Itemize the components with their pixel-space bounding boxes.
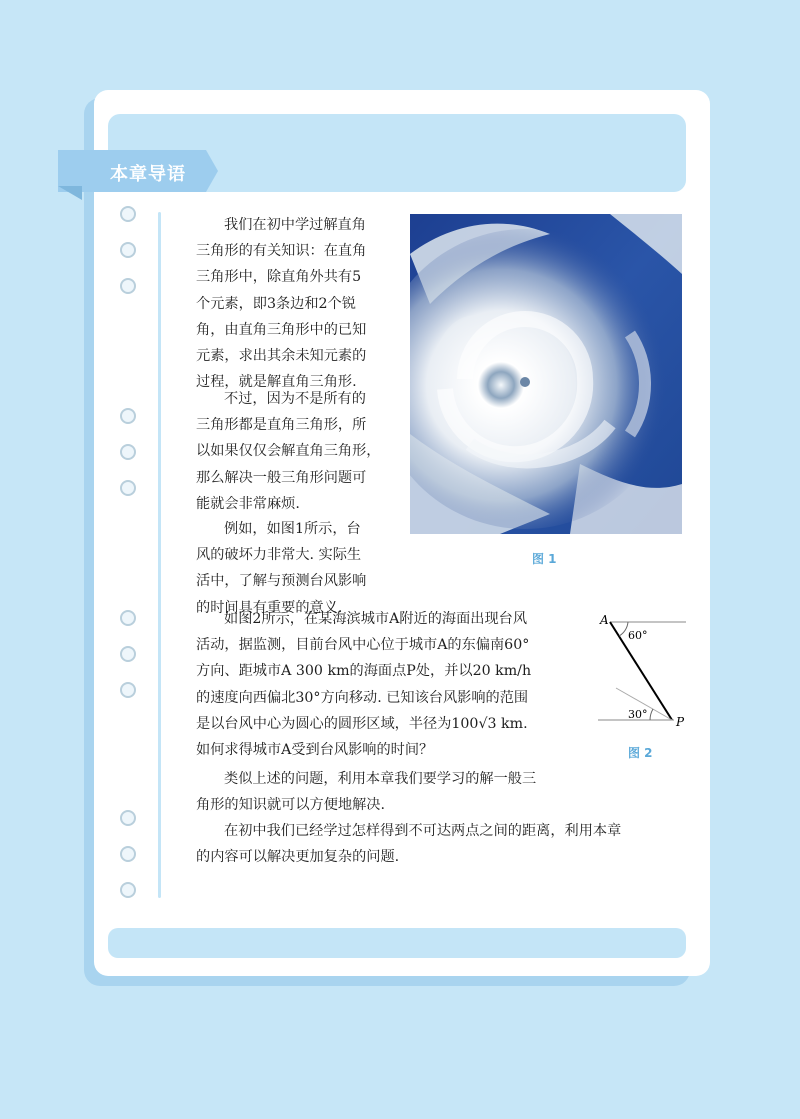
binder-hole <box>120 480 136 496</box>
text-line: 三角形都是直角三角形，所 <box>196 417 367 434</box>
angle-arc-30 <box>650 709 653 720</box>
binder-hole <box>120 682 136 698</box>
typhoon-satellite-image <box>410 214 682 534</box>
text-line: 我们在初中学过解直角 <box>224 217 366 233</box>
text-line: 不过，因为不是所有的 <box>224 391 366 407</box>
figure1-caption: 图 1 <box>532 552 557 566</box>
text-line: 元素，求出其余未知元素的 <box>196 348 367 365</box>
angle-label-60: 60° <box>628 629 648 642</box>
ribbon-fold <box>58 186 82 200</box>
binder-hole <box>120 882 136 898</box>
point-label-p: P <box>676 715 685 729</box>
text-line: 以如果仅仅会解直角三角形， <box>196 443 381 460</box>
text-line: 方向、距城市A 300 km的海面点P处，并以20 km/h <box>196 663 532 680</box>
text-line: 角，由直角三角形中的已知 <box>196 321 367 338</box>
text-line: 三角形的有关知识：在直角 <box>196 243 367 260</box>
binder-hole <box>120 278 136 294</box>
binder-hole <box>120 408 136 424</box>
point-label-a: A <box>600 613 609 627</box>
text-line: 角形的知识就可以方便地解决. <box>196 797 385 814</box>
binder-hole <box>120 846 136 862</box>
binder-hole <box>120 810 136 826</box>
text-line: 在初中我们已经学过怎样得到不可达两点之间的距离，利用本章 <box>224 823 622 839</box>
text-line: 过程，就是解直角三角形. <box>196 374 357 391</box>
angle-label-30: 30° <box>628 708 648 721</box>
text-line: 的速度向西偏北30°方向移动. 已知该台风影响的范围 <box>196 689 529 706</box>
binder-hole <box>120 242 136 258</box>
paragraph-figure2-problem <box>196 606 592 763</box>
text-line: 如图2所示，在某海滨城市A附近的海面出现台风 <box>224 611 528 627</box>
text-line: 活中，了解与预测台风影响 <box>196 573 367 590</box>
binder-hole <box>120 444 136 460</box>
angle-arc-60 <box>619 622 628 636</box>
text-line: 能就会非常麻烦. <box>196 495 300 512</box>
footer-band <box>108 928 686 958</box>
text-line: 活动，据监测，目前台风中心位于城市A的东偏南60° <box>196 637 530 654</box>
text-line: 那么解决一般三角形问题可 <box>196 469 367 486</box>
text-line: 是以台风中心为圆心的圆形区域，半径为100√3 km. <box>196 715 528 732</box>
text-line: 风的破坏力非常大. 实际生 <box>196 547 362 564</box>
text-line: 的时间具有重要的意义. <box>196 599 343 616</box>
binder-hole <box>120 646 136 662</box>
paragraph-closing <box>196 818 636 870</box>
text-line: 个元素，即3条边和2个锐 <box>196 295 356 312</box>
intro-paragraph <box>196 212 406 395</box>
binder-hole <box>120 206 136 222</box>
section-title: 本章导语 <box>110 164 186 185</box>
text-line: 如何求得城市A受到台风影响的时间？ <box>196 742 434 759</box>
paragraph-chapter-purpose <box>196 766 616 818</box>
paragraph-not-all-right <box>196 386 406 517</box>
figure2-caption: 图 2 <box>628 746 653 760</box>
text-line: 三角形中，除直角外共有5 <box>196 269 362 286</box>
text-line: 的内容可以解决更加复杂的问题. <box>196 849 400 866</box>
binding-line <box>158 212 161 898</box>
figure2-diagram <box>598 612 688 732</box>
binder-hole <box>120 610 136 626</box>
text-line: 例如，如图1所示，台 <box>224 521 361 537</box>
text-line: 类似上述的问题，利用本章我们要学习的解一般三 <box>224 771 537 787</box>
